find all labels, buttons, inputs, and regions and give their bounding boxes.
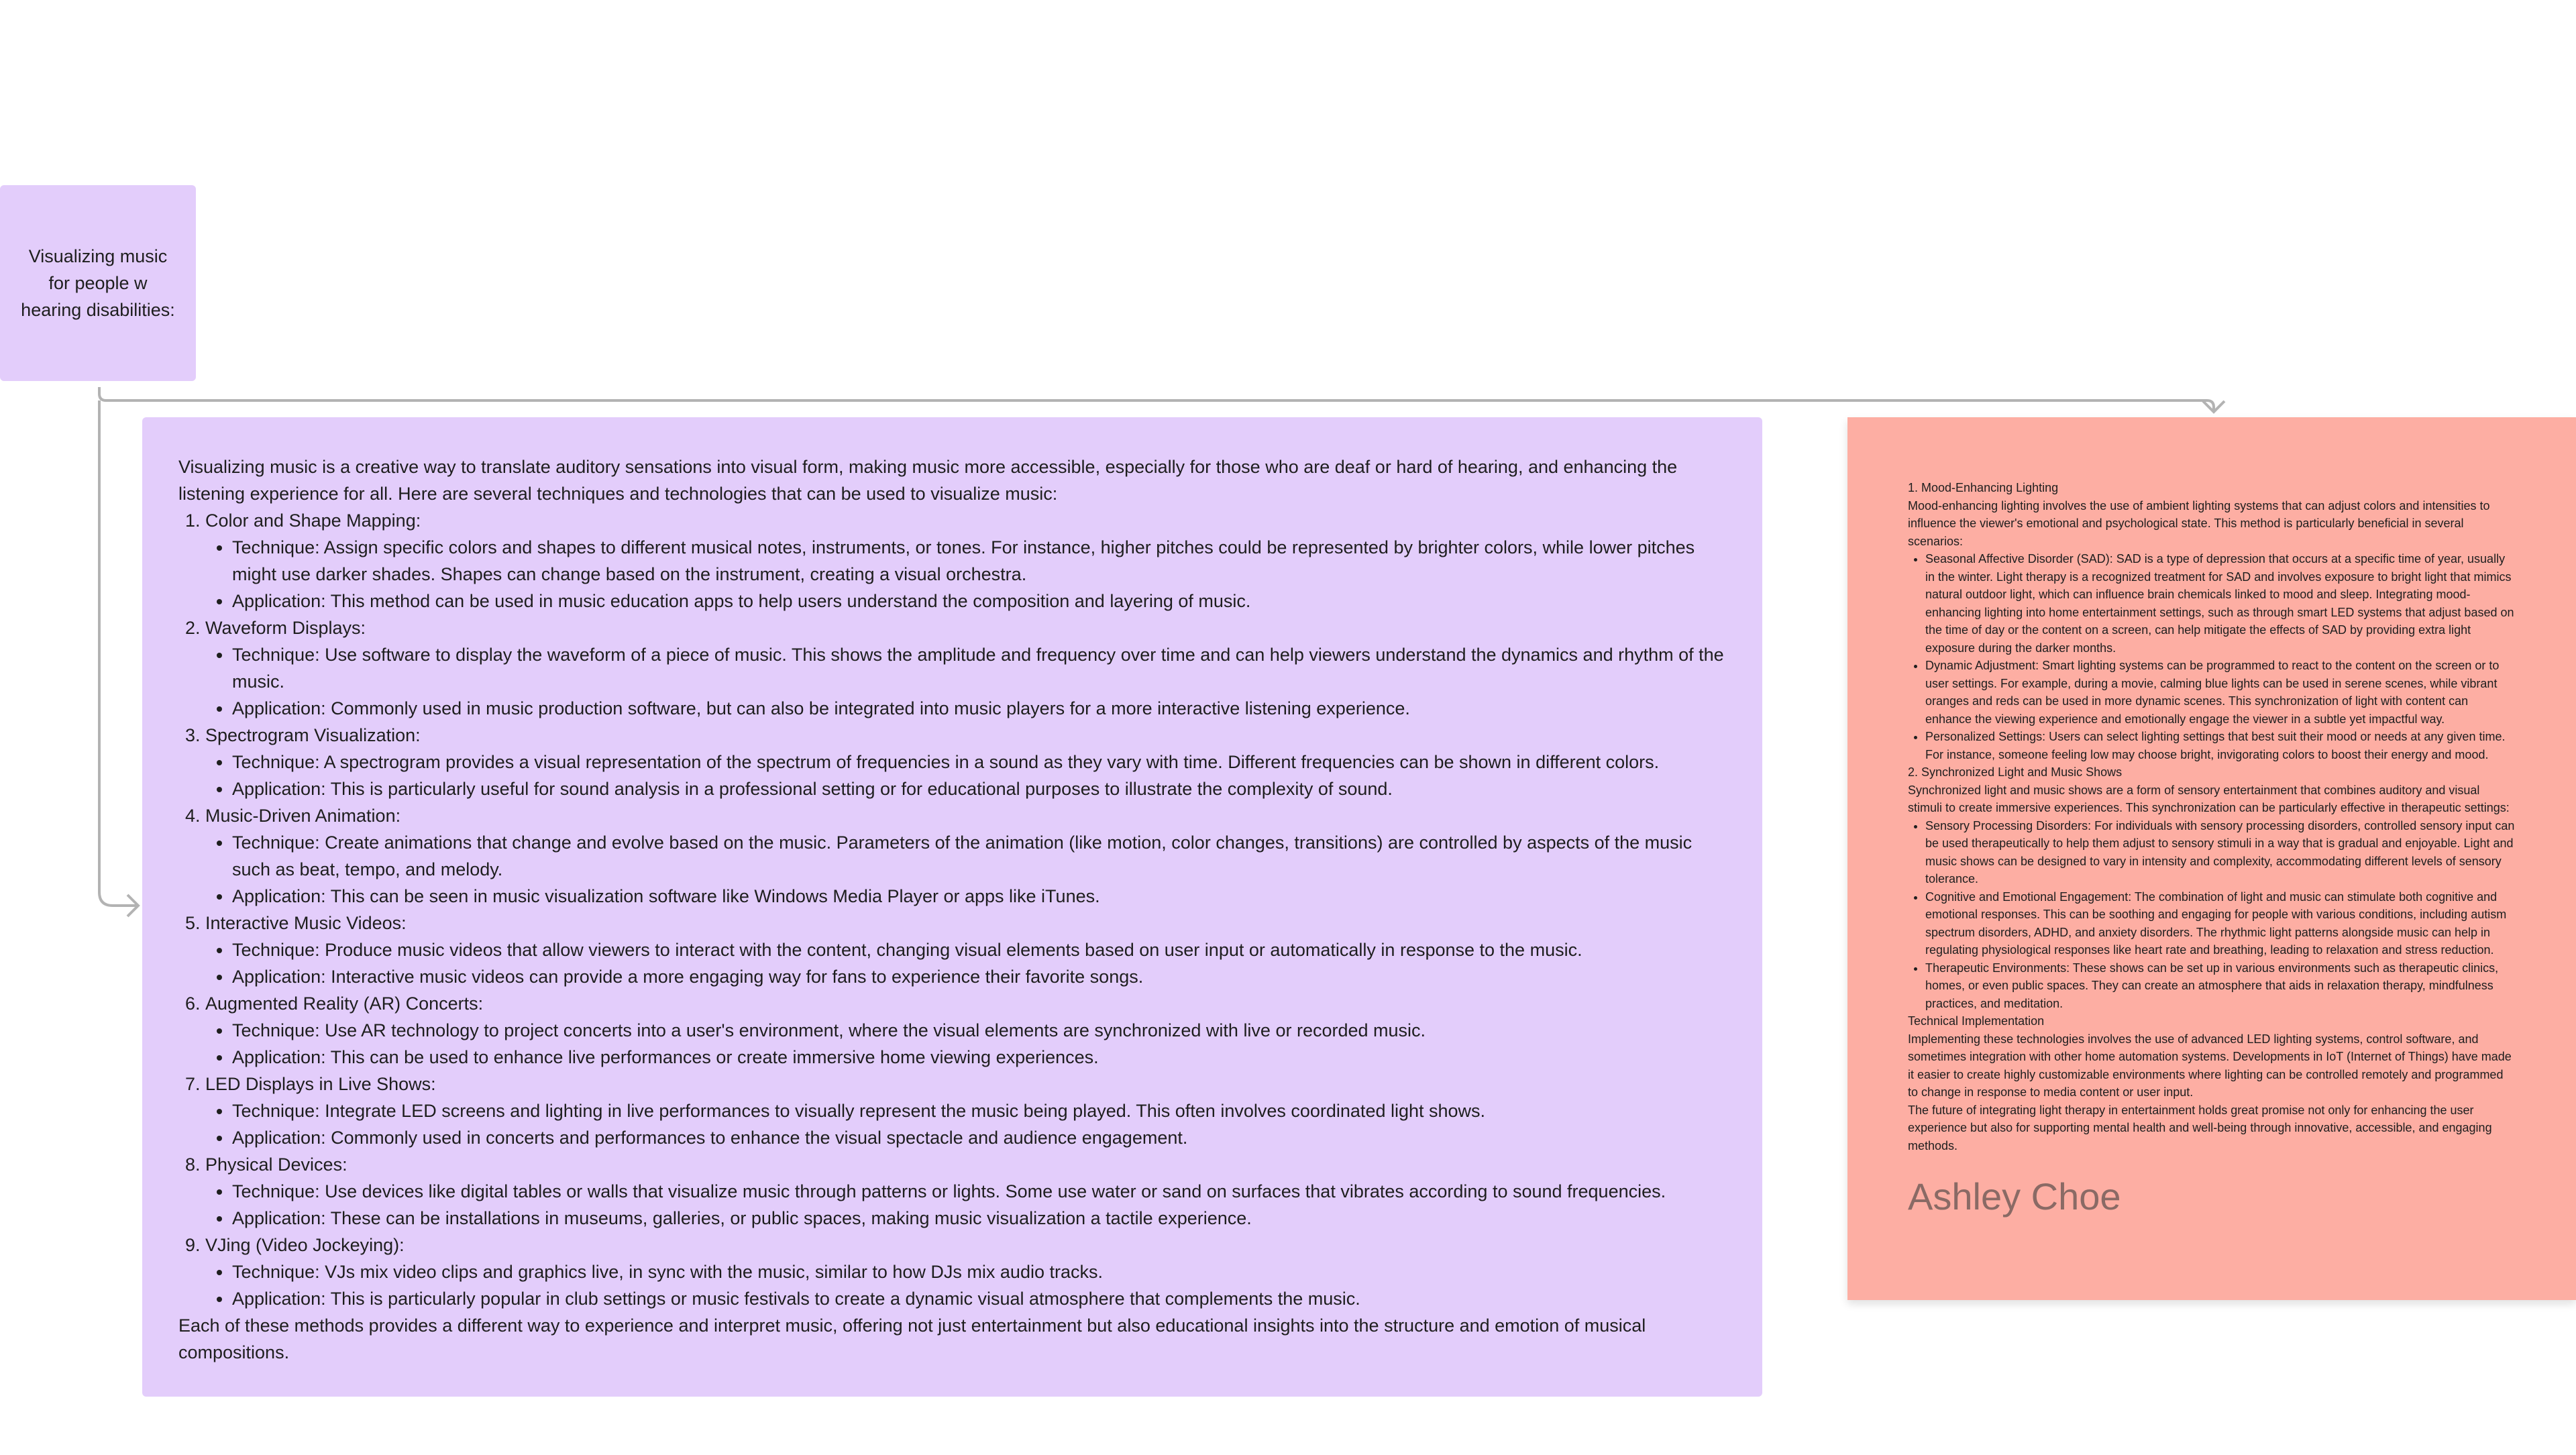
list-item: • Seasonal Affective Disorder (SAD): SAD is a type of depression that occurs at a specific time of year, usually in the winter. Light therapy is a recognized treatment for SAD and involves exposure to bright light that mimics natural outdoor light, which can influence brain chemicals linked to mood and sleep. Integrating mood-enhancing lighting into home entertainment settings, such as through smart LED systems that adjust based on the time of day or the content on a screen, can help mitigate the effects of SAD by providing extra light exposure during the darker months. [1925,550,2516,657]
list-item: • Technique: A spectrogram provides a visual representation of the spectrum of frequencies in a sound as they vary with time. Different frequencies can be shown in different colors. [232,749,1726,775]
section-title: Waveform Displays: [205,618,366,638]
list-item [205,1151,1726,1232]
list-item [205,614,1726,722]
list-item: • Application: These can be installations in museums, galleries, or public spaces, making music visualization a tactile experience. [232,1205,1726,1232]
section-title: Music-Driven Animation: [205,806,401,826]
connector-to-side-note [99,387,2214,411]
list-item: • Personalized Settings: Users can select lighting settings that best suit their mood or needs at any given time. For instance, someone feeling low may choose bright, invigorating colors to boost their energy and mood. [1925,728,2516,763]
side-paragraph-2: Synchronized light and music shows are a form of sensory entertainment that combines auditory and visual stimuli to create immersive experiences. This synchronization can be particularly effective in therapeutic settings: [1908,783,2510,814]
topic-note-text: Visualizing music for people w hearing disabilities: [21,246,175,320]
main-note-intro: Visualizing music is a creative way to translate auditory sensations into visual form, making music more accessible, especially for those who are deaf or hard of hearing, and enhancing the listening experience for all. Here are several techniques and technologies that can be used to visualize music: [178,457,1678,504]
list-item [205,910,1726,990]
section-title: Spectrogram Visualization: [205,725,421,745]
list-item [205,507,1726,614]
list-item: • Application: This is particularly popular in club settings or music festivals to create a dynamic visual atmosphere that complements the music. [232,1285,1726,1312]
section-title: Interactive Music Videos: [205,913,407,933]
side-heading-1: 1. Mood-Enhancing Lighting [1908,481,2059,494]
author-signature: Ashley Choe [1908,1175,2121,1218]
section-title: Physical Devices: [205,1154,347,1175]
list-item: • Application: Commonly used in concerts and performances to enhance the visual spectacle and audience engagement. [232,1124,1726,1151]
list-item [205,722,1726,802]
side-paragraph-4: The future of integrating light therapy in entertainment holds great promise not only for enhancing the user experience but also for supporting mental health and well-being through innovative, accessible, and engaging methods. [1908,1103,2492,1152]
side-list-1 [1908,550,2516,763]
music-visualization-note[interactable] [142,417,1762,1397]
list-item: • Application: This is particularly useful for sound analysis in a professional setting or for educational purposes to illustrate the complexity of sound. [232,775,1726,802]
list-item: • Technique: Use AR technology to project concerts into a user's environment, where the visual elements are synchronized with live or recorded music. [232,1017,1726,1044]
list-item: • Application: This method can be used in music education apps to help users understand the composition and layering of music. [232,588,1726,614]
main-note-outro: Each of these methods provides a different way to experience and interpret music, offering not just entertainment but also educational insights into the structure and emotion of musical compositions. [178,1315,1646,1362]
list-item: • Technique: Assign specific colors and shapes to different musical notes, instruments, or tones. For instance, higher pitches could be represented by brighter colors, while lower pitches might use darker shades. Shapes can change based on the instrument, creating a visual orchestra. [232,534,1726,588]
list-item: • Application: Commonly used in music production software, but can also be integrated into music players for a more interactive listening experience. [232,695,1726,722]
list-item: • Dynamic Adjustment: Smart lighting systems can be programmed to react to the content on the screen or to user settings. For example, during a movie, calming blue lights can be used in serene scenes, while vibrant oranges and reds can be used in more dynamic scenes. This synchronization of light with content can enhance the viewing experience and emotionally engage the viewer in a subtle yet impactful way. [1925,657,2516,728]
connector-to-main-note [99,400,137,906]
list-item: • Application: This can be seen in music visualization software like Windows Media Player or apps like iTunes. [232,883,1726,910]
light-therapy-note[interactable] [1847,417,2576,1300]
techniques-list [178,507,1726,1312]
list-item: • Technique: VJs mix video clips and graphics live, in sync with the music, similar to how DJs mix audio tracks. [232,1258,1726,1285]
list-item [205,990,1726,1071]
list-item [205,1071,1726,1151]
list-item: • Therapeutic Environments: These shows can be set up in various environments such as therapeutic clinics, homes, or even public spaces. They can create an atmosphere that aids in relaxation therapy, mindfulness practices, and meditation. [1925,959,2516,1013]
list-item: • Technique: Integrate LED screens and lighting in live performances to visually represent the music being played. This often involves coordinated light shows. [232,1097,1726,1124]
section-title: Augmented Reality (AR) Concerts: [205,993,484,1014]
side-paragraph-1: Mood-enhancing lighting involves the use of ambient lighting systems that can adjust colors and intensities to influence the viewer's emotional and psychological state. This method is particularly beneficial in several scenarios: [1908,498,2490,548]
side-paragraph-3: Implementing these technologies involves the use of advanced LED lighting systems, control software, and sometimes integration with other home automation systems. Developments in IoT (Internet of Things) have made it easier to create highly customizable environments where lighting can be controlled remotely and programmed to change in response to media content or user input. [1908,1032,2512,1099]
list-item [205,802,1726,910]
list-item: • Sensory Processing Disorders: For individuals with sensory processing disorders, controlled sensory input can be used therapeutically to help them adjust to sensory stimuli in a way that is gradual and enjoyable. Light and music shows can be designed to vary in intensity and complexity, accommodating different levels of sensory tolerance. [1925,817,2516,888]
side-list-2 [1908,817,2516,1013]
list-item: • Technique: Use software to display the waveform of a piece of music. This shows the amplitude and frequency over time and can help viewers understand the dynamics and rhythm of the music. [232,641,1726,695]
section-title: Color and Shape Mapping: [205,510,421,531]
list-item: • Cognitive and Emotional Engagement: The combination of light and music can stimulate both cognitive and emotional responses. This can be soothing and engaging for people with various conditions, including autism spectrum disorders, ADHD, and anxiety disorders. The rhythmic light patterns alongside music can help in regulating physiological responses like heart rate and breathing, leading to relaxation and stress reduction. [1925,888,2516,959]
list-item: • Technique: Produce music videos that allow viewers to interact with the content, changing visual elements based on user input or automatically in response to the music. [232,936,1726,963]
side-heading-3: Technical Implementation [1908,1014,2045,1028]
list-item [205,1232,1726,1312]
section-title: LED Displays in Live Shows: [205,1074,436,1094]
section-title: VJing (Video Jockeying): [205,1235,405,1255]
list-item: • Technique: Create animations that change and evolve based on the music. Parameters of the animation (like motion, color changes, transitions) are controlled by aspects of the music such as beat, tempo, and melody. [232,829,1726,883]
arrowhead-side-note [2203,401,2224,412]
arrowhead-main-note [127,895,138,916]
topic-sticky-note[interactable] [0,185,196,381]
list-item: • Technique: Use devices like digital tables or walls that visualize music through patterns or lights. Some use water or sand on surfaces that vibrates according to sound frequencies. [232,1178,1726,1205]
side-heading-2: 2. Synchronized Light and Music Shows [1908,765,2123,779]
list-item: • Application: Interactive music videos can provide a more engaging way for fans to experience their favorite songs. [232,963,1726,990]
list-item: • Application: This can be used to enhance live performances or create immersive home viewing experiences. [232,1044,1726,1071]
